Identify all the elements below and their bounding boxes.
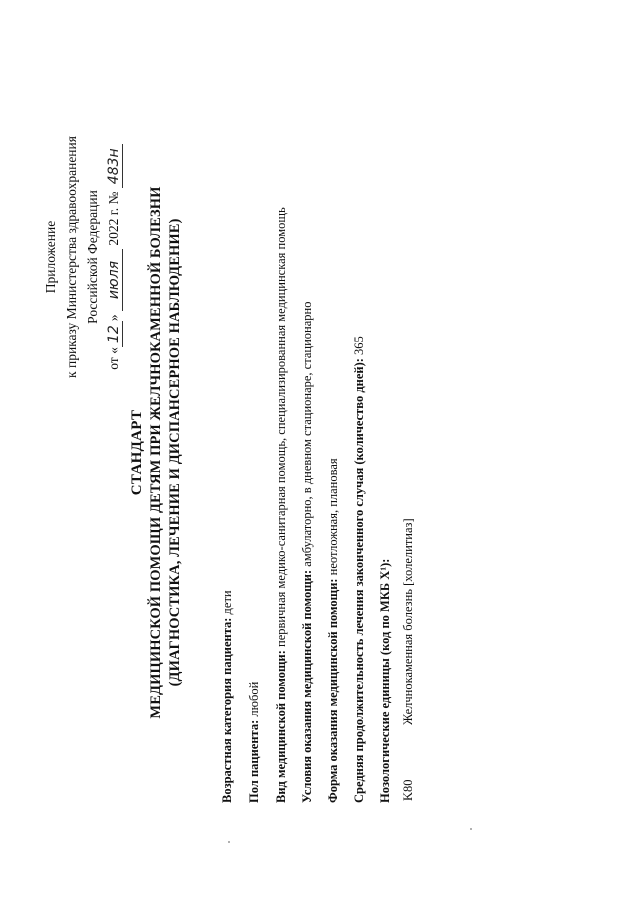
scan-speck (470, 828, 472, 830)
field-sex: Пол пациента: любой (247, 681, 261, 803)
field-treatment-duration: Средняя продолжительность лечения законченного случая (количество дней): 365 (352, 336, 366, 803)
field-age-category: Возрастная категория пациента: дети (220, 590, 234, 803)
appendix-title: Приложение (43, 220, 58, 294)
handwritten-month: июля (106, 249, 123, 311)
scan-speck (228, 841, 230, 843)
nosology-item (401, 518, 416, 801)
field-care-type: Вид медицинской помощи: первичная медико-санитарная помощь, специализированная медицинская помощь (274, 207, 288, 803)
field-nosology-heading: Нозологические единицы (код по МКБ X¹): (378, 558, 392, 803)
title-line-2: (ДИАГНОСТИКА, ЛЕЧЕНИЕ И ДИСПАНСЕРНОЕ НАБЛЮДЕНИЕ) (167, 218, 183, 687)
field-care-conditions: Условия оказания медицинской помощи: амбулаторно, в дневном стационаре, стационарно (300, 301, 314, 803)
nosology-list (401, 518, 416, 801)
appendix-date-line (103, 92, 124, 422)
icd-name: Желчнокаменная болезнь [холелитиаз] (401, 518, 415, 725)
field-care-form: Форма оказания медицинской помощи: неотложная, плановая (326, 458, 340, 803)
title-line-1: МЕДИЦИНСКОЙ ПОМОЩИ ДЕТЯМ ПРИ ЖЕЛЧНОКАМЕННОЙ БОЛЕЗНИ (148, 186, 164, 719)
appendix-header (40, 92, 124, 422)
handwritten-order-number: 483н (106, 144, 123, 188)
handwritten-day: 12 (106, 321, 123, 347)
date-prefix: от « (106, 347, 121, 370)
standard-title (128, 0, 185, 905)
appendix-order-line: к приказу Министерства здравоохранения (64, 136, 79, 378)
appendix-federation-line: Российской Федерации (85, 190, 100, 324)
icd-code: K80 (401, 779, 415, 801)
title-main: СТАНДАРТ (129, 409, 145, 496)
date-year: 2022 г. № (106, 191, 121, 246)
date-mid: » (106, 314, 121, 322)
